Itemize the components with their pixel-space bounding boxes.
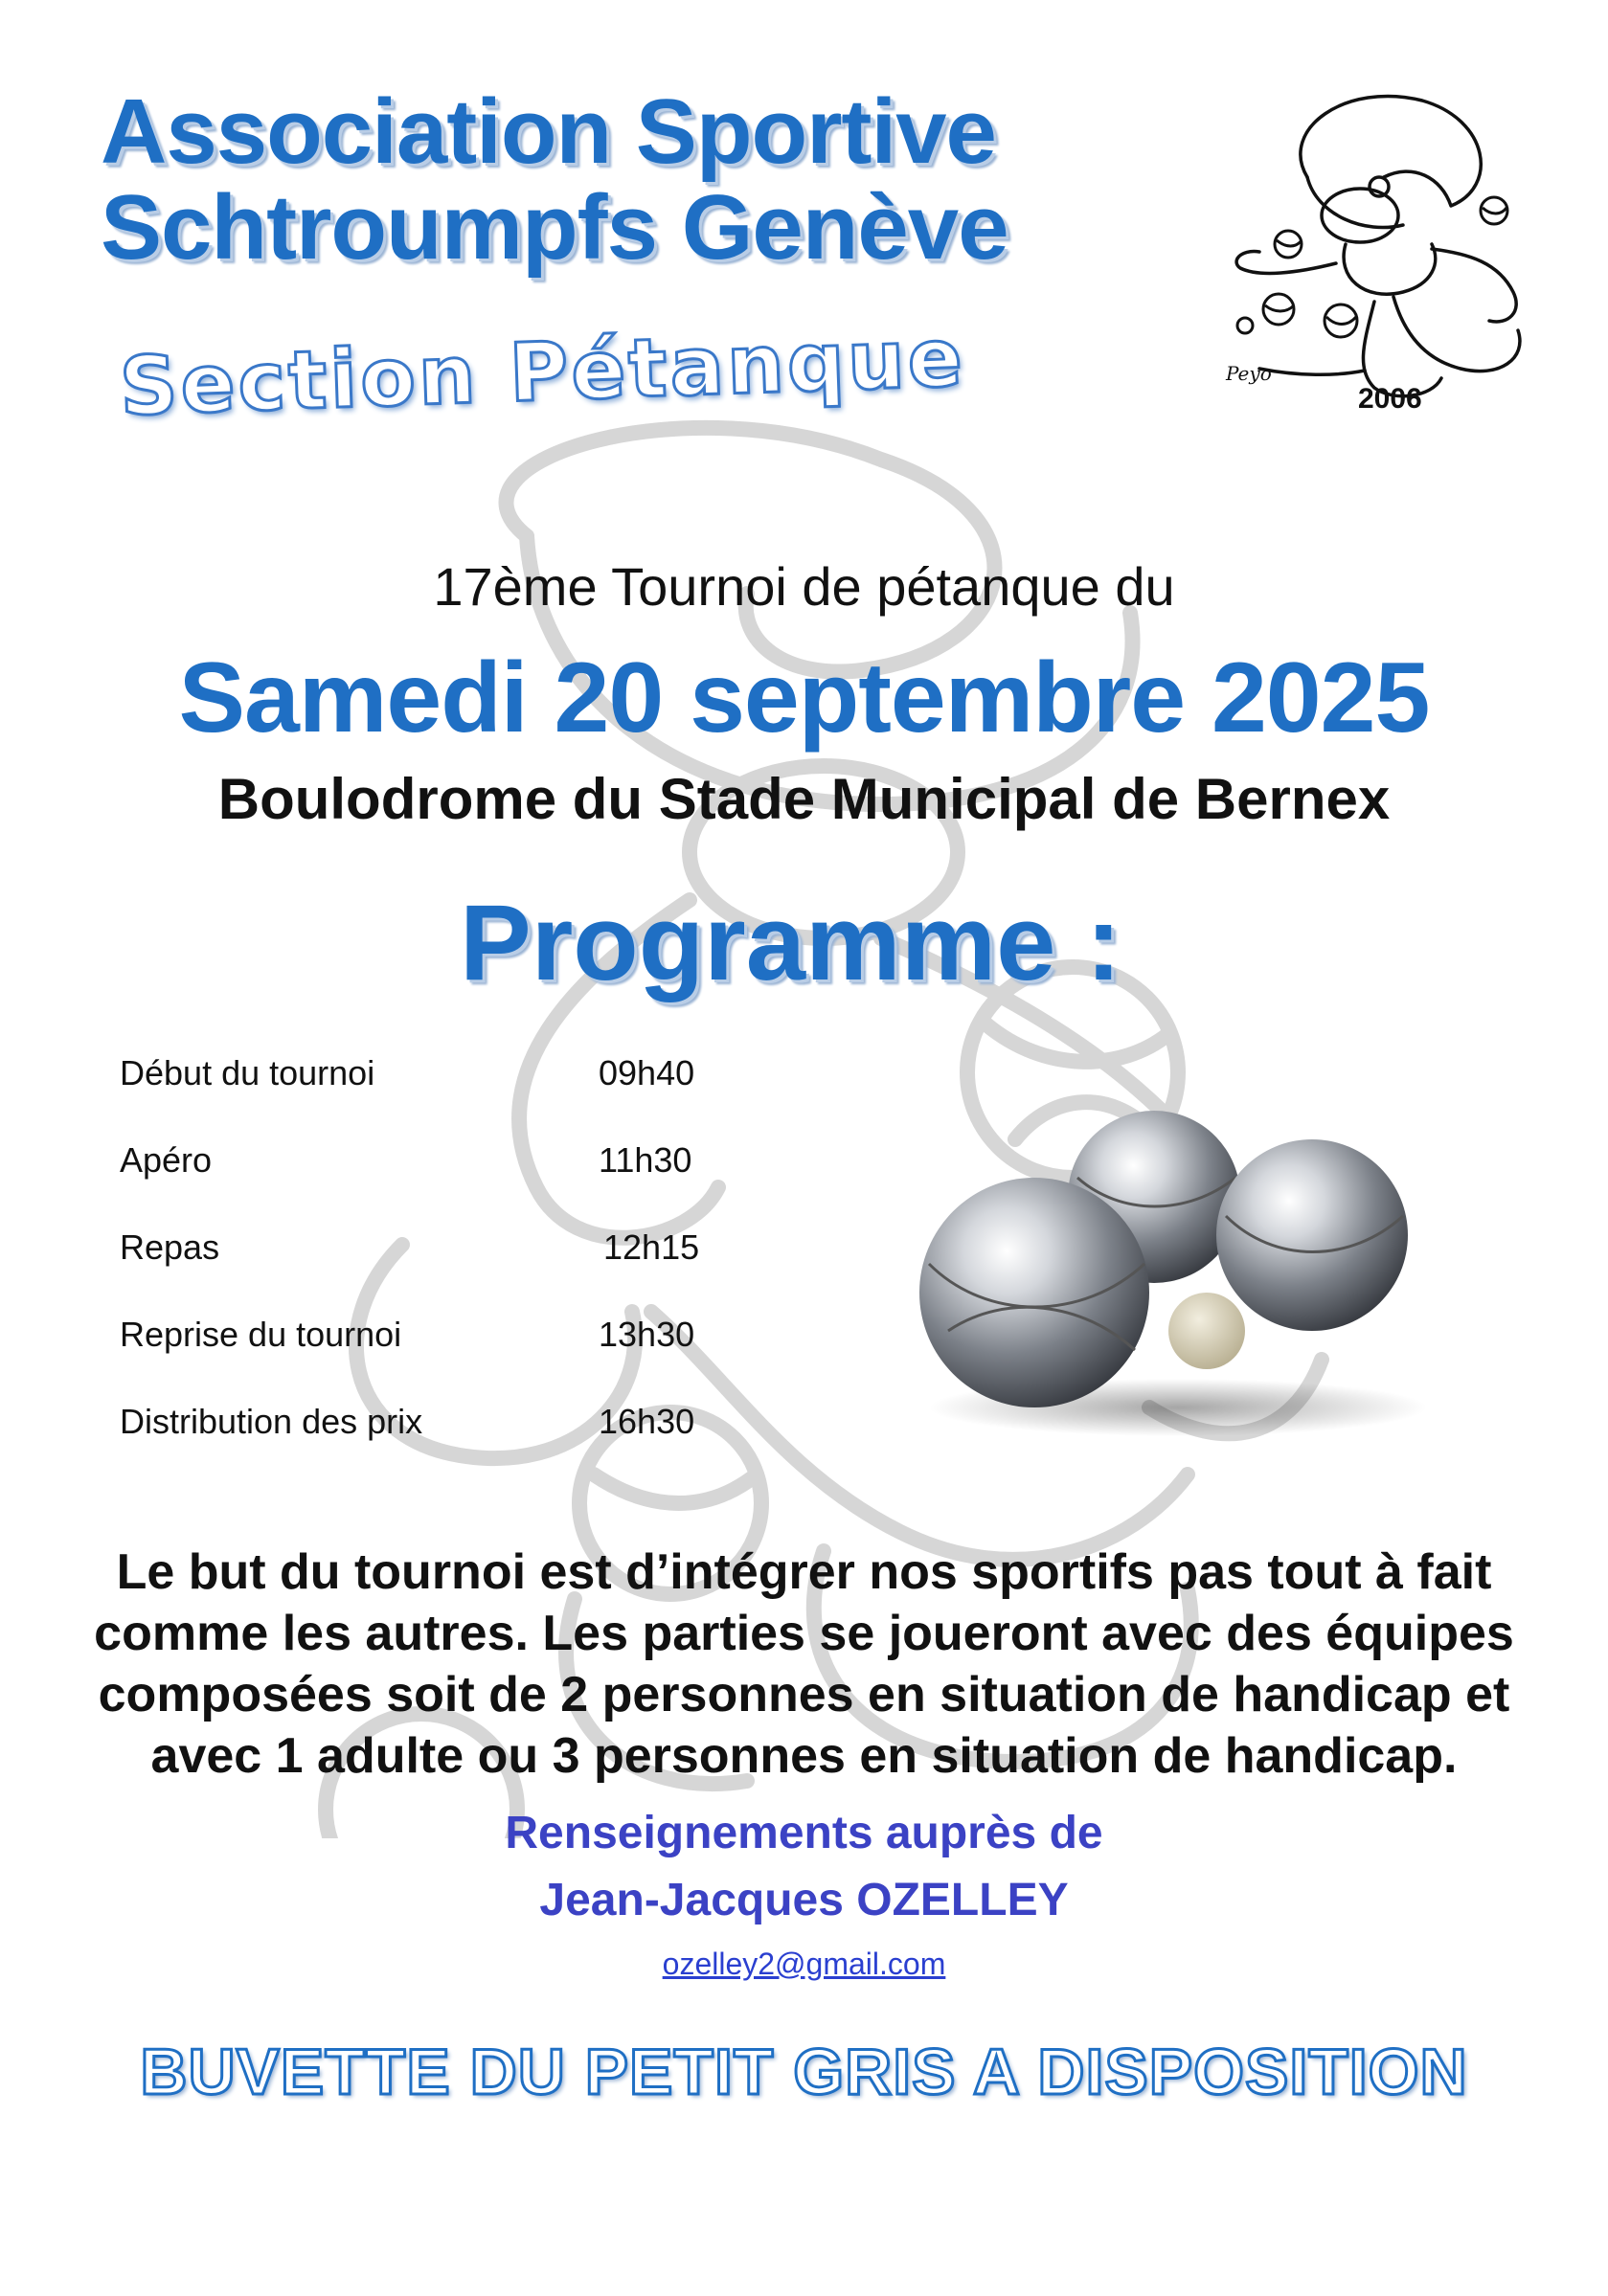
- association-title-line-1: Association Sportive: [101, 80, 996, 183]
- section-title: Section Pétanque: [118, 310, 967, 434]
- purpose-line: composées soit de 2 personnes en situation de handicap et: [98, 1667, 1510, 1722]
- buvette-banner: BUVETTE DU PETIT GRIS A DISPOSITION: [140, 2036, 1468, 2108]
- smurf-logo-icon: [1202, 72, 1547, 416]
- contact-name: Jean-Jacques OZELLEY: [539, 1875, 1069, 1925]
- schedule-row: [120, 1140, 790, 1188]
- event-date: Samedi 20 septembre 2025: [178, 642, 1430, 754]
- logo-year: 2006: [1358, 383, 1422, 415]
- contact-heading: Renseignements auprès de: [505, 1808, 1103, 1858]
- purpose-line: avec 1 adulte ou 3 personnes en situation de handicap.: [150, 1728, 1458, 1784]
- schedule-time: 09h40: [599, 1053, 695, 1092]
- schedule-time: 11h30: [599, 1140, 692, 1180]
- schedule-label: Distribution des prix: [120, 1402, 423, 1441]
- programme-title: Programme :: [460, 883, 1121, 1002]
- tournament-heading: 17ème Tournoi de pétanque du: [433, 556, 1175, 617]
- purpose-line: comme les autres. Les parties se joueront avec des équipes: [94, 1606, 1514, 1661]
- schedule-time: 16h30: [599, 1402, 695, 1441]
- schedule-row: [120, 1402, 790, 1450]
- schedule-label: Apéro: [120, 1140, 213, 1180]
- event-venue: Boulodrome du Stade Municipal de Bernex: [217, 767, 1391, 831]
- schedule-row: [120, 1227, 790, 1275]
- schedule-label: Reprise du tournoi: [120, 1315, 402, 1354]
- schedule-time: 13h30: [599, 1315, 695, 1354]
- association-title-line-2: Schtroumpfs Genève: [101, 176, 1008, 279]
- purpose-line: Le but du tournoi est d’intégrer nos sportifs pas tout à fait: [116, 1544, 1492, 1600]
- schedule-label: Début du tournoi: [120, 1053, 375, 1092]
- schedule-label: Repas: [120, 1227, 220, 1267]
- petanque-balls-image: [919, 1111, 1446, 1436]
- svg-text:Peyo: Peyo: [1226, 362, 1272, 385]
- schedule-row: [120, 1053, 790, 1101]
- association-title: [101, 80, 1250, 279]
- tournament-purpose: [0, 1542, 1608, 1787]
- schedule-row: [120, 1315, 790, 1362]
- schedule-time: 12h15: [603, 1227, 700, 1267]
- contact-email-link[interactable]: ozelley2@gmail.com: [662, 1947, 946, 1981]
